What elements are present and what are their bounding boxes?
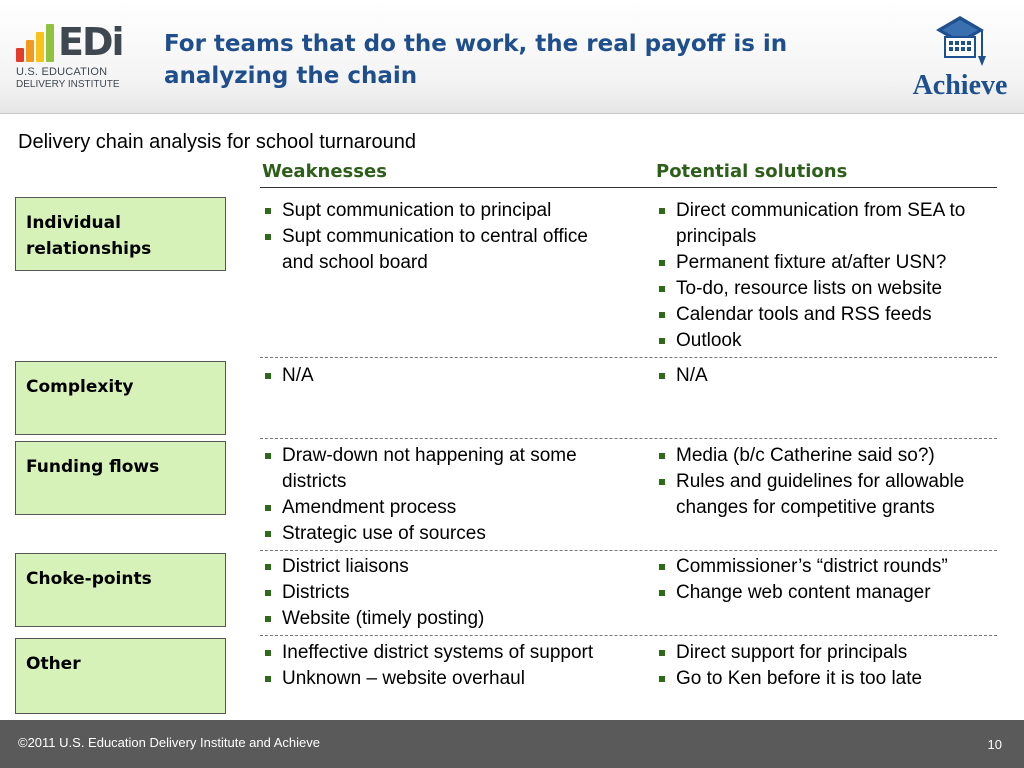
row-label-other: Other	[15, 638, 226, 714]
slide-footer	[0, 720, 1024, 768]
solutions-list-complexity	[656, 363, 1016, 389]
row-separator	[260, 438, 997, 439]
edi-bars-icon	[16, 24, 56, 62]
list-item: Go to Ken before it is too late	[656, 666, 1016, 692]
list-item: Districts	[262, 580, 612, 606]
row-label-complexity: Complexity	[15, 361, 226, 435]
slide-header	[0, 0, 1024, 114]
list-item: Calendar tools and RSS feeds	[656, 302, 1016, 328]
solutions-list-other	[656, 640, 1016, 692]
list-item: District liaisons	[262, 554, 612, 580]
list-item: Website (timely posting)	[262, 606, 612, 632]
column-header-weaknesses: Weaknesses	[262, 161, 387, 182]
slide-title: For teams that do the work, the real payoff is in analyzing the chain	[164, 31, 788, 89]
list-item: N/A	[262, 363, 612, 389]
edi-logo-line1: U.S. EDUCATION	[16, 66, 108, 78]
list-item: Direct communication from SEA to principals	[656, 198, 1016, 250]
list-item: Draw-down not happening at some districts	[262, 443, 612, 495]
weaknesses-list-choke-points	[262, 554, 612, 632]
list-item: Media (b/c Catherine said so?)	[656, 443, 1016, 469]
page-number: 10	[987, 737, 1002, 752]
list-item: Ineffective district systems of support	[262, 640, 612, 666]
list-item: Commissioner’s “district rounds”	[656, 554, 1016, 580]
solutions-list-choke-points	[656, 554, 1016, 606]
list-item: Direct support for principals	[656, 640, 1016, 666]
list-item: Outlook	[656, 328, 1016, 354]
list-item: Permanent fixture at/after USN?	[656, 250, 1016, 276]
copyright-text: ©2011 U.S. Education Delivery Institute and Achieve	[18, 735, 321, 750]
list-item: Strategic use of sources	[262, 521, 612, 547]
header-rule	[260, 187, 997, 188]
weaknesses-list-funding-flows	[262, 443, 612, 547]
solutions-list-individual-relationships	[656, 198, 1016, 354]
row-separator	[260, 550, 997, 551]
list-item: To-do, resource lists on website	[656, 276, 1016, 302]
row-separator	[260, 635, 997, 636]
list-item: N/A	[656, 363, 1016, 389]
list-item: Amendment process	[262, 495, 612, 521]
list-item: Supt communication to principal	[262, 198, 612, 224]
slide-subtitle: Delivery chain analysis for school turnaround	[18, 131, 416, 153]
row-label-individual-relationships: Individual relationships	[15, 197, 226, 271]
row-label-funding-flows: Funding flows	[15, 441, 226, 515]
list-item: Change web content manager	[656, 580, 1016, 606]
weaknesses-list-other	[262, 640, 612, 692]
edi-logo	[16, 22, 128, 94]
column-header-solutions: Potential solutions	[656, 161, 848, 182]
list-item: Rules and guidelines for allowable changes for competitive grants	[656, 469, 1016, 521]
row-label-choke-points: Choke-points	[15, 553, 226, 627]
graduation-cap-icon	[908, 14, 1012, 74]
achieve-logo-word: Achieve	[912, 70, 1008, 101]
edi-logo-word: EDi	[58, 20, 123, 64]
achieve-logo	[908, 14, 1012, 104]
row-separator	[260, 357, 997, 358]
list-item: Unknown – website overhaul	[262, 666, 612, 692]
edi-logo-line2: DELIVERY INSTITUTE	[16, 79, 120, 90]
weaknesses-list-individual-relationships	[262, 198, 612, 276]
solutions-list-funding-flows	[656, 443, 1016, 521]
list-item: Supt communication to central office and school board	[262, 224, 612, 276]
weaknesses-list-complexity	[262, 363, 612, 389]
